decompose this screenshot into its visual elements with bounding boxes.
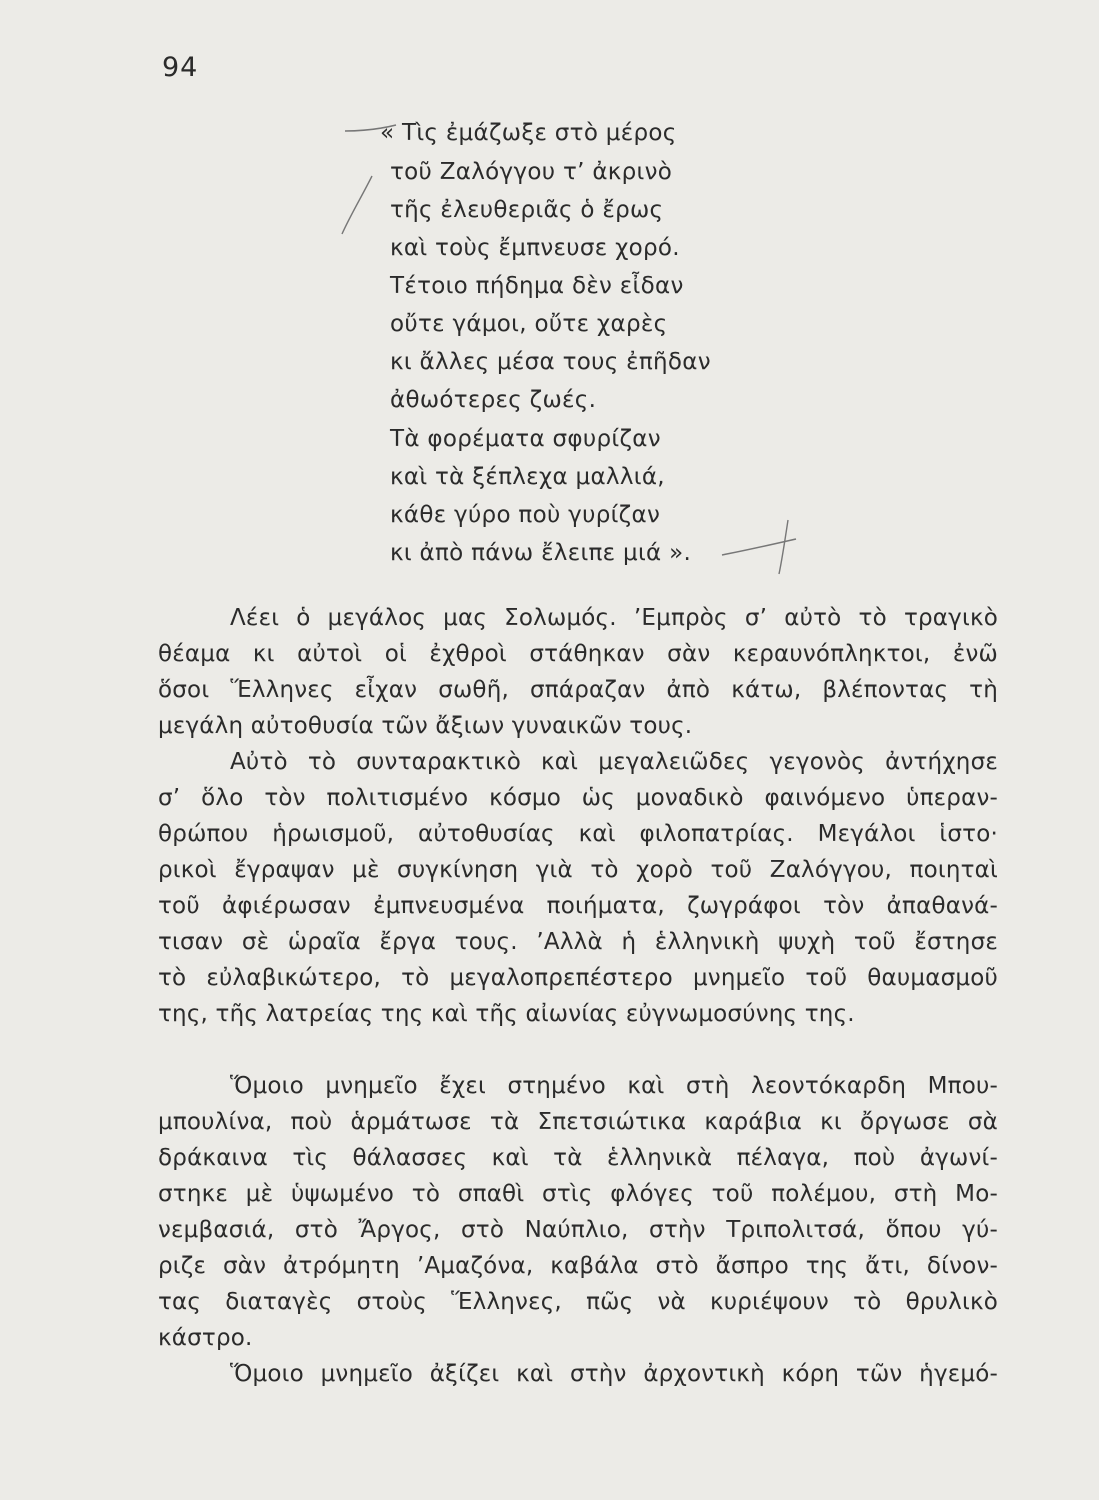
text-line: ριζε σὰν ἀτρόμητη ’Αμαζόνα, καβάλα στὸ ἄσπρο της ἄτι, δίνον- bbox=[158, 1253, 998, 1279]
poem-line: Τέτοιο πήδημα δὲν εἶδαν bbox=[390, 273, 684, 299]
text-line: θρώπου ἡρωισμοῦ, αὐτοθυσίας καὶ φιλοπατρίας. Μεγάλοι ἱστο· bbox=[158, 821, 998, 847]
poem-line: καὶ τὰ ξέπλεχα μαλλιά, bbox=[390, 464, 665, 490]
poem-line: « Τὶς ἐμάζωξε στὸ μέρος bbox=[380, 120, 677, 146]
pencil-stroke-cross bbox=[779, 520, 788, 574]
text-line: της, τῆς λατρείας της καὶ τῆς αἰωνίας εὐγνωμοσύνης της. bbox=[158, 1001, 855, 1027]
page-number: 94 bbox=[162, 52, 199, 83]
poem-line: Τὰ φορέματα σφυρίζαν bbox=[390, 426, 661, 452]
text-line: Ὅμοιο μνημεῖο ἀξίζει καὶ στὴν ἀρχοντικὴ κόρη τῶν ἡγεμό- bbox=[230, 1361, 998, 1387]
poem-line: καὶ τοὺς ἔμπνευσε χορό. bbox=[390, 235, 680, 261]
text-line: ὅσοι Ἕλληνες εἶχαν σωθῆ, σπάραζαν ἀπὸ κάτω, βλέποντας τὴ bbox=[158, 677, 998, 703]
text-line: τισαν σὲ ὡραῖα ἔργα τους. ’Αλλὰ ἡ ἑλληνικὴ ψυχὴ τοῦ ἔστησε bbox=[158, 929, 998, 955]
text-line: νεμβασιά, στὸ Ἄργος, στὸ Ναύπλιο, στὴν Τριπολιτσά, ὅπου γύ- bbox=[158, 1217, 998, 1243]
text-line: μπουλίνα, ποὺ ἁρμάτωσε τὰ Σπετσιώτικα καράβια κι ὄργωσε σὰ bbox=[158, 1109, 998, 1135]
text-line: τας διαταγὲς στοὺς Ἕλληνες, πῶς νὰ κυριέψουν τὸ θρυλικὸ bbox=[158, 1289, 998, 1315]
text-line: κάστρο. bbox=[158, 1325, 253, 1351]
poem-line: τῆς ἐλευθεριᾶς ὁ ἔρως bbox=[390, 197, 664, 223]
pencil-stroke-slant bbox=[342, 176, 372, 234]
poem-line: ἀθωότερες ζωές. bbox=[390, 387, 597, 413]
poem-line: κάθε γύρο ποὺ γυρίζαν bbox=[390, 502, 661, 528]
text-line: θέαμα κι αὐτοὶ οἱ ἐχθροὶ στάθηκαν σὰν κεραυνόπληκτοι, ἐνῶ bbox=[158, 641, 998, 667]
text-line: μεγάλη αὐτοθυσία τῶν ἄξιων γυναικῶν τους. bbox=[158, 713, 693, 739]
text-line: Αὐτὸ τὸ συνταρακτικὸ καὶ μεγαλειῶδες γεγονὸς ἀντήχησε bbox=[230, 749, 998, 775]
text-line: τοῦ ἀφιέρωσαν ἐμπνευσμένα ποιήματα, ζωγράφοι τὸν ἀπαθανά- bbox=[158, 893, 998, 919]
poem-line: κι ἄλλες μέσα τους ἐπῆδαν bbox=[390, 349, 711, 375]
text-line: σ’ ὅλο τὸν πολιτισμένο κόσμο ὡς μοναδικὸ φαινόμενο ὑπεραν- bbox=[158, 785, 998, 811]
text-line: Ὅμοιο μνημεῖο ἔχει στημένο καὶ στὴ λεοντόκαρδη Μπου- bbox=[230, 1073, 998, 1099]
text-line: ρικοὶ ἔγραψαν μὲ συγκίνηση γιὰ τὸ χορὸ τοῦ Ζαλόγγου, ποιηταὶ bbox=[158, 857, 998, 883]
poem-line: τοῦ Ζαλόγγου τ’ ἀκρινὸ bbox=[390, 159, 673, 185]
poem-line: κι ἀπὸ πάνω ἔλειπε μιά ». bbox=[390, 540, 692, 566]
text-line: Λέει ὁ μεγάλος μας Σολωμός. ’Εμπρὸς σ’ αὐτὸ τὸ τραγικὸ bbox=[230, 605, 998, 631]
text-line: στηκε μὲ ὑψωμένο τὸ σπαθὶ στὶς φλόγες τοῦ πολέμου, στὴ Μο- bbox=[158, 1181, 998, 1207]
text-line: δράκαινα τὶς θάλασσες καὶ τὰ ἑλληνικὰ πέλαγα, ποὺ ἀγωνί- bbox=[158, 1145, 998, 1171]
poem-line: οὔτε γάμοι, οὔτε χαρὲς bbox=[390, 311, 668, 337]
text-line: τὸ εὐλαβικώτερο, τὸ μεγαλοπρεπέστερο μνημεῖο τοῦ θαυμασμοῦ bbox=[158, 965, 998, 991]
